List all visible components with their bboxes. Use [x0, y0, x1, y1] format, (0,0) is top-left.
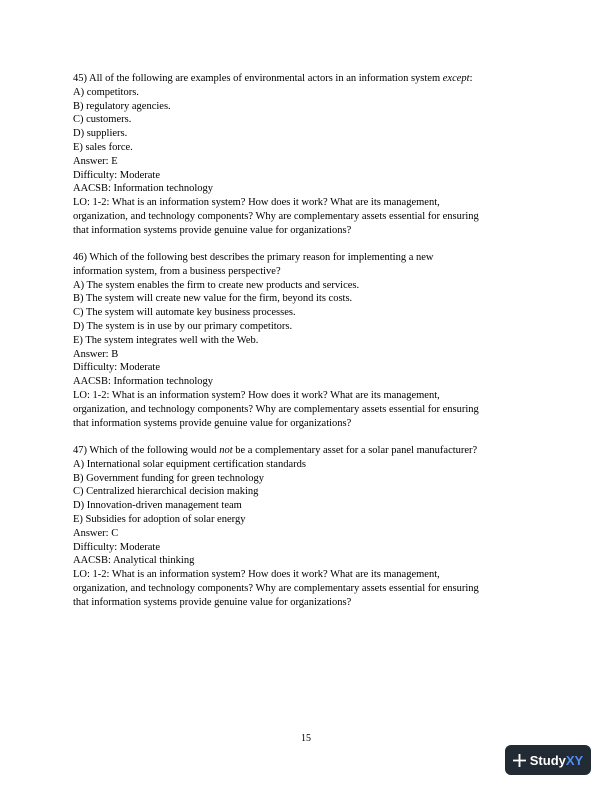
aacsb: AACSB: Information technology [73, 183, 213, 195]
question-46 [73, 251, 543, 430]
lo-line: organization, and technology components? Why are complementary assets essential for ensuring [73, 582, 479, 594]
option-a: A) competitors. [73, 86, 139, 98]
lo-line: that information systems provide genuine value for organizations? [73, 596, 352, 608]
option-e: E) Subsidies for adoption of solar energy [73, 513, 246, 525]
difficulty: Difficulty: Moderate [73, 169, 160, 181]
option-a: A) International solar equipment certification standards [73, 458, 306, 470]
brand-name: StudyXY [529, 752, 584, 768]
option-c: C) The system will automate key business processes. [73, 307, 296, 319]
option-d: D) Innovation-driven management team [73, 500, 242, 512]
studyxy-badge[interactable] [505, 745, 591, 775]
page-number: 15 [301, 733, 311, 744]
option-b: B) Government funding for green technology [73, 472, 264, 484]
question-stem: 47) Which of the following would not be a complementary asset for a solar panel manufacturer? [73, 444, 478, 456]
option-b: B) regulatory agencies. [73, 100, 171, 112]
answer: Answer: E [73, 155, 118, 167]
option-b: B) The system will create new value for the firm, beyond its costs. [73, 293, 353, 305]
question-45 [73, 72, 543, 238]
difficulty: Difficulty: Moderate [73, 362, 160, 374]
lo-line: organization, and technology components? Why are complementary assets essential for ensuring [73, 210, 479, 222]
option-c: C) customers. [73, 114, 132, 126]
lo-line: LO: 1-2: What is an information system? How does it work? What are its management, [73, 197, 440, 209]
option-e: E) The system integrates well with the Web. [73, 334, 259, 346]
question-stem: information system, from a business perspective? [73, 265, 281, 277]
option-a: A) The system enables the firm to create new products and services. [73, 279, 360, 291]
answer: Answer: B [73, 348, 119, 360]
lo-line: LO: 1-2: What is an information system? How does it work? What are its management, [73, 569, 440, 581]
emphasis-except: except [442, 73, 470, 84]
lo-line: organization, and technology components? Why are complementary assets essential for ensuring [73, 403, 479, 415]
lo-line: that information systems provide genuine value for organizations? [73, 417, 352, 429]
option-c: C) Centralized hierarchical decision making [73, 486, 259, 498]
option-d: D) suppliers. [73, 128, 128, 140]
question-stem: 46) Which of the following best describes the primary reason for implementing a new [73, 252, 434, 264]
aacsb: AACSB: Information technology [73, 376, 213, 388]
emphasis-not: not [219, 444, 233, 456]
question-stem: 45) All of the following are examples of environmental actors in an information system except: [73, 73, 473, 84]
option-e: E) sales force. [73, 141, 133, 153]
lo-line: LO: 1-2: What is an information system? How does it work? What are its management, [73, 390, 440, 402]
question-47 [73, 444, 543, 610]
difficulty: Difficulty: Moderate [73, 541, 160, 553]
plus-sparkle-icon [513, 754, 526, 767]
aacsb: AACSB: Analytical thinking [73, 555, 195, 567]
lo-line: that information systems provide genuine value for organizations? [73, 224, 352, 236]
option-d: D) The system is in use by our primary competitors. [73, 321, 293, 333]
document-body [73, 72, 543, 623]
answer: Answer: C [73, 527, 119, 539]
